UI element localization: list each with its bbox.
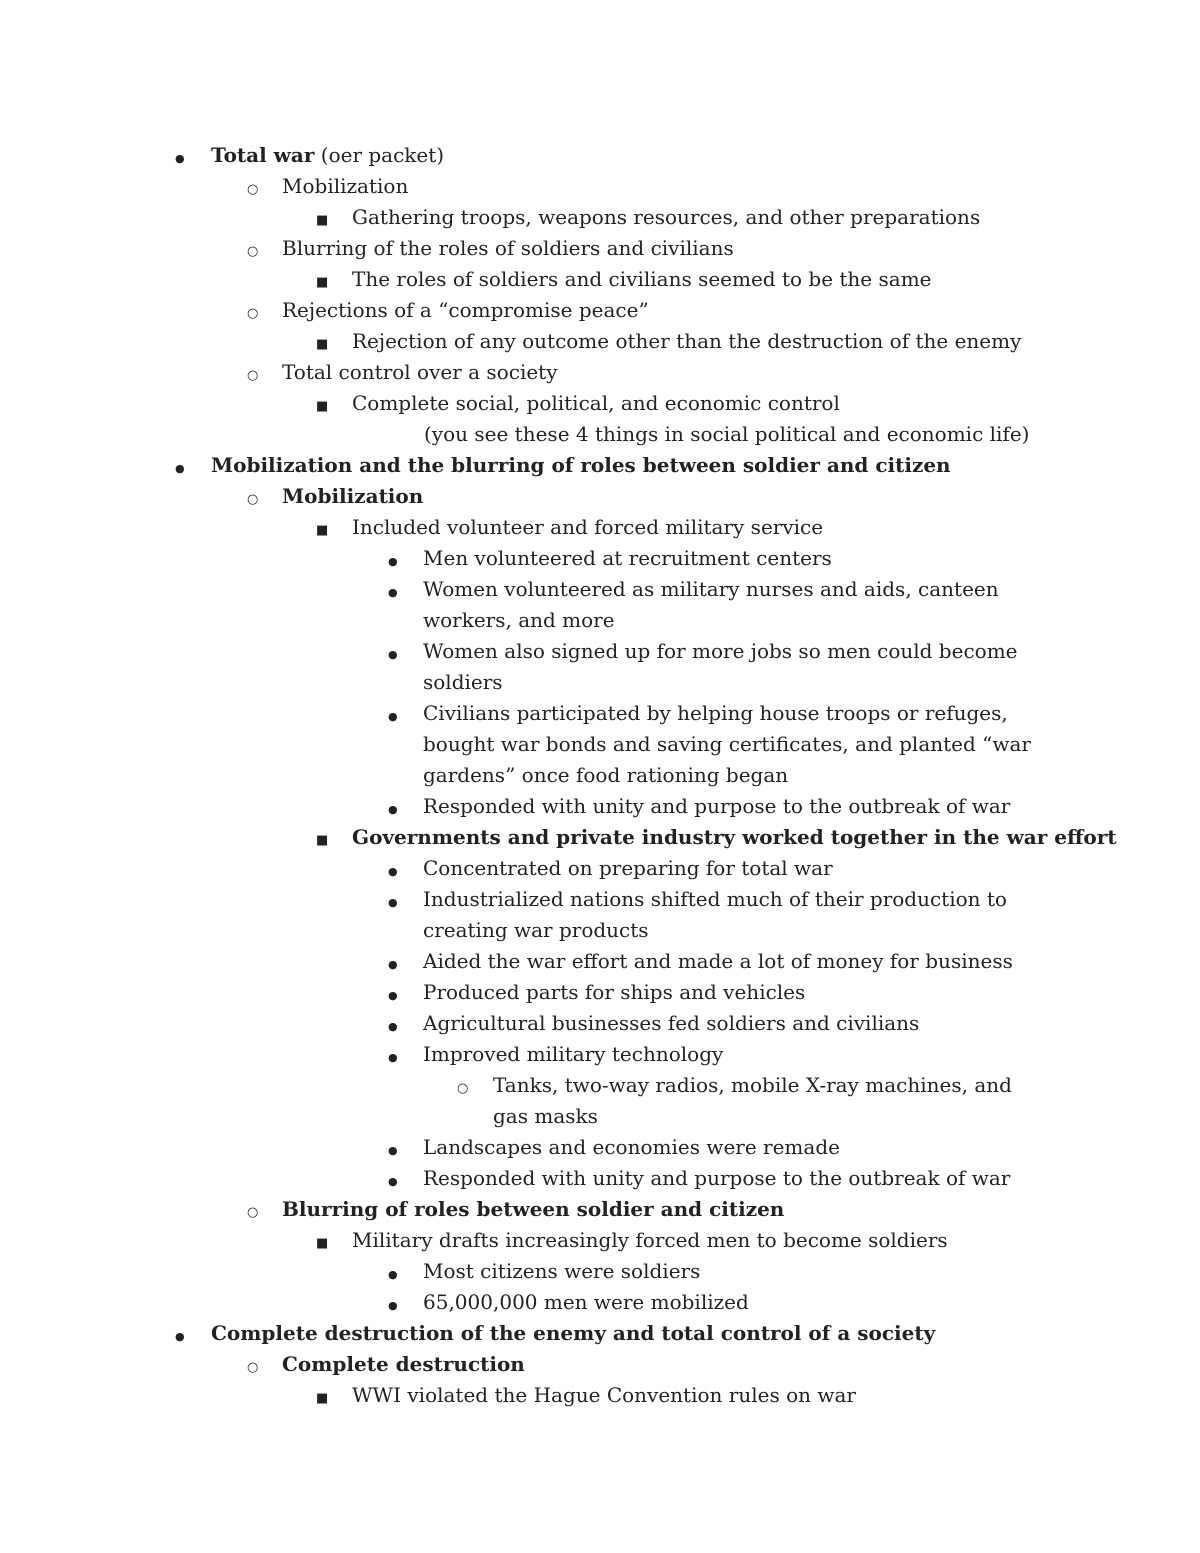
item-text: Rejection of any outcome other than the destruction of the enemy [352,329,1022,353]
bullet-icon [388,1287,398,1321]
item-text: Blurring of the roles of soldiers and civilians [282,236,734,260]
item-text: Mobilization [282,174,409,198]
item-text: Complete social, political, and economic control [352,391,840,415]
square-bullet-icon [316,388,328,422]
item-text: Produced parts for ships and vehicles [423,980,806,1004]
bullet-icon [388,1039,398,1073]
hollow-bullet-icon [247,295,258,329]
item-text: Aided the war effort and made a lot of money for business [423,949,1013,973]
item-text: Men volunteered at recruitment centers [423,546,832,570]
list-item [0,233,1200,264]
list-item [0,481,1200,512]
item-text: Agricultural businesses fed soldiers and civilians [423,1011,920,1035]
section-mobilization-blurring [0,450,1200,481]
bullet-icon [388,946,398,980]
list-item [0,1225,1200,1256]
section-title: Complete destruction of the enemy and total control of a society [211,1321,936,1345]
square-bullet-icon [316,202,328,236]
bullet-icon [175,140,185,174]
list-item [0,171,1200,202]
item-text: Total control over a society [282,360,558,384]
hollow-bullet-icon [247,481,258,515]
item-text: Military drafts increasingly forced men to become soldiers [352,1228,948,1252]
hollow-bullet-icon [457,1070,468,1104]
list-item [0,1070,1200,1132]
item-text: Complete destruction [282,1352,525,1376]
item-text: Gathering troops, weapons resources, and other preparations [352,205,981,229]
item-text: Included volunteer and forced military service [352,515,824,539]
item-text: Women also signed up for more jobs so men could become soldiers [423,639,1018,694]
bullet-icon [388,574,398,608]
list-item [0,636,1200,698]
list-item [0,884,1200,946]
hollow-bullet-icon [247,171,258,205]
bullet-icon [388,698,398,732]
square-bullet-icon [316,1225,328,1259]
list-item [0,1039,1200,1070]
section-title: Mobilization and the blurring of roles between soldier and citizen [211,453,951,477]
item-text: Women volunteered as military nurses and aids, canteen workers, and more [423,577,999,632]
list-item [0,357,1200,388]
hollow-bullet-icon [247,1194,258,1228]
item-text: Mobilization [282,484,424,508]
item-text: WWI violated the Hague Convention rules on war [352,1383,856,1407]
list-item [0,822,1200,853]
item-text: Tanks, two-way radios, mobile X-ray machines, and gas masks [493,1073,1012,1128]
bullet-icon [388,791,398,825]
item-text: Civilians participated by helping house troops or refuges, bought war bonds and saving certificates, and planted “war gardens” once food rationing began [423,701,1031,787]
list-item [0,1256,1200,1287]
section-complete-destruction [0,1318,1200,1349]
bullet-icon [388,1132,398,1166]
list-item [0,388,1200,419]
list-item [0,853,1200,884]
hollow-bullet-icon [247,357,258,391]
square-bullet-icon [316,326,328,360]
list-item [0,1194,1200,1225]
bullet-icon [175,1318,185,1352]
item-text: Rejections of a “compromise peace” [282,298,649,322]
list-item [0,1163,1200,1194]
item-text: Governments and private industry worked together in the war effort [352,825,1117,849]
item-text: Improved military technology [423,1042,724,1066]
list-item [0,1349,1200,1380]
square-bullet-icon [316,822,328,856]
item-text: Industrialized nations shifted much of their production to creating war products [423,887,1007,942]
bullet-icon [388,884,398,918]
square-bullet-icon [316,264,328,298]
square-bullet-icon [316,1380,328,1414]
bullet-icon [175,450,185,484]
list-item [0,791,1200,822]
bullet-icon [388,1256,398,1290]
hollow-bullet-icon [247,233,258,267]
bullet-icon [388,1163,398,1197]
item-text: Responded with unity and purpose to the outbreak of war [423,1166,1011,1190]
bullet-icon [388,853,398,887]
list-item [0,1132,1200,1163]
item-text: Most citizens were soldiers [423,1259,701,1283]
note-line [0,419,1200,450]
bullet-icon [388,977,398,1011]
section-title-suffix: (oer packet) [314,143,445,167]
list-item [0,295,1200,326]
item-text: The roles of soldiers and civilians seemed to be the same [352,267,932,291]
section-title: Total war [211,143,315,167]
document-page [0,140,1200,1411]
bullet-icon [388,543,398,577]
list-item [0,1287,1200,1318]
list-item [0,326,1200,357]
item-text: Blurring of roles between soldier and citizen [282,1197,785,1221]
item-text: Responded with unity and purpose to the outbreak of war [423,794,1011,818]
list-item [0,543,1200,574]
bullet-icon [388,636,398,670]
square-bullet-icon [316,512,328,546]
item-text: Concentrated on preparing for total war [423,856,833,880]
list-item [0,1008,1200,1039]
list-item [0,698,1200,791]
bullet-icon [388,1008,398,1042]
note-text: (you see these 4 things in social political and economic life) [424,422,1030,446]
list-item [0,946,1200,977]
item-text: 65,000,000 men were mobilized [423,1290,749,1314]
section-total-war [0,140,1200,171]
list-item [0,977,1200,1008]
list-item [0,264,1200,295]
item-text: Landscapes and economies were remade [423,1135,840,1159]
list-item [0,574,1200,636]
list-item [0,202,1200,233]
list-item [0,512,1200,543]
list-item [0,1380,1200,1411]
hollow-bullet-icon [247,1349,258,1383]
